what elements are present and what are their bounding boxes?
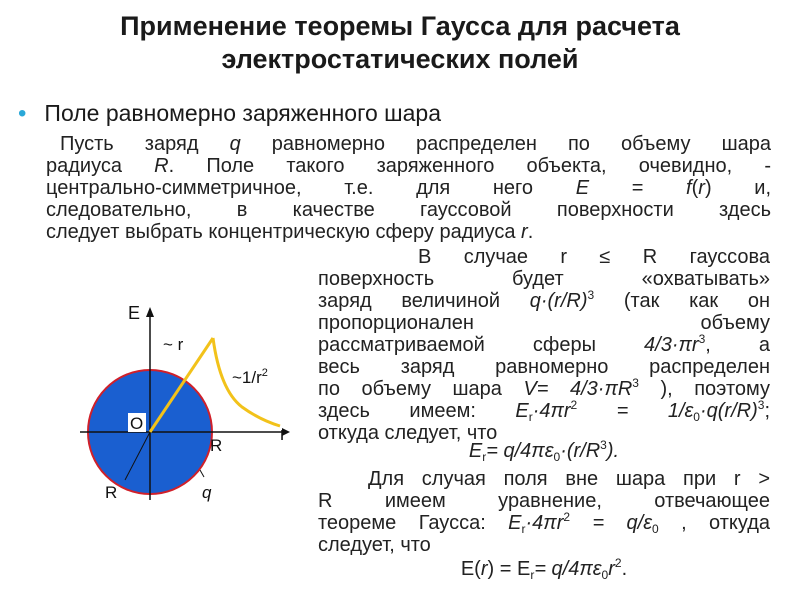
exp: 2 bbox=[614, 556, 622, 570]
case2-line-3 bbox=[318, 512, 770, 534]
sub: 0 bbox=[693, 410, 700, 424]
sub: r bbox=[521, 522, 526, 536]
formula-part: E( bbox=[460, 558, 481, 580]
text: радиуса bbox=[46, 155, 155, 177]
formula-2 bbox=[318, 558, 770, 580]
exp: 3 bbox=[757, 398, 765, 412]
text: ; bbox=[764, 400, 770, 422]
case2-line-1 bbox=[368, 468, 770, 490]
sub: 0 bbox=[601, 568, 609, 582]
formula-part: = q/ε bbox=[570, 512, 652, 534]
sub: r bbox=[530, 568, 535, 582]
formula-part: E bbox=[468, 440, 483, 462]
text: заряд величиной bbox=[318, 290, 530, 312]
case2-line-2: R имеем уравнение, отвечающее bbox=[318, 490, 770, 512]
var-r: r bbox=[521, 221, 528, 243]
exp: 3 bbox=[587, 288, 595, 302]
text: (так как он bbox=[594, 290, 770, 312]
text: равномерно распределен по объему шара bbox=[240, 133, 771, 155]
label-O: O bbox=[130, 414, 144, 433]
case2-body bbox=[318, 490, 770, 556]
formula-1 bbox=[318, 440, 770, 462]
formula-part: ·(r/R bbox=[560, 440, 601, 462]
intro-line-4: следовательно, в качестве гауссовой поверхности здесь bbox=[46, 199, 771, 221]
sub: r bbox=[482, 450, 487, 464]
case1-line-6: весь заряд равномерно распределен bbox=[318, 356, 770, 378]
case1-line-7 bbox=[318, 378, 770, 400]
label-inv-r2-exp: 2 bbox=[261, 367, 268, 379]
exp: 3 bbox=[632, 376, 639, 390]
case1-line-2: поверхность будет «охватывать» bbox=[318, 268, 770, 290]
case2-line-4: следует, что bbox=[318, 534, 431, 556]
text: . Поле такого заряженного объекта, очевидно, - bbox=[168, 155, 772, 177]
text: теореме Гаусса: bbox=[318, 512, 509, 534]
formula-part: ·4πr bbox=[525, 512, 564, 534]
formula-part: r bbox=[608, 558, 615, 580]
formula-part: = q/4πε bbox=[534, 558, 602, 580]
bullet-text: Поле равномерно заряженного шара bbox=[44, 100, 441, 126]
var-q: q bbox=[229, 133, 241, 155]
var-r: r bbox=[698, 177, 705, 199]
case1-line-1 bbox=[418, 246, 770, 268]
intro-line-3 bbox=[46, 177, 771, 199]
case1-line-5 bbox=[318, 334, 770, 356]
case1-body bbox=[318, 268, 770, 444]
formula-part: . bbox=[621, 558, 628, 580]
case1-line-3 bbox=[318, 290, 770, 312]
text: по объему шара bbox=[318, 378, 524, 400]
text: , откуда bbox=[658, 512, 770, 534]
formula-part: V= 4/3·πR bbox=[523, 378, 633, 400]
title-line-1: Применение теоремы Гаусса для расчета bbox=[120, 11, 680, 41]
case1-line-8 bbox=[318, 400, 770, 422]
title-line-2: электростатических полей bbox=[221, 44, 579, 74]
bullet-dot-icon: • bbox=[18, 100, 27, 127]
sub: r bbox=[528, 410, 533, 424]
q-pointer bbox=[200, 470, 204, 477]
formula-part: E bbox=[508, 512, 522, 534]
text: , а bbox=[705, 334, 770, 356]
formula-part: q·(r/R) bbox=[529, 290, 588, 312]
text: центрально-симметричное, т.е. для него bbox=[46, 177, 576, 199]
label-R-axis: R bbox=[210, 436, 223, 455]
label-R-radius: R bbox=[105, 483, 118, 502]
text: ( bbox=[691, 177, 699, 199]
text: . bbox=[527, 221, 534, 243]
label-prop-r: ~ r bbox=[163, 335, 184, 354]
text: = bbox=[589, 177, 687, 199]
label-inv-r2 bbox=[232, 367, 268, 387]
e-axis-arrow-icon bbox=[146, 307, 154, 317]
var-R: R bbox=[154, 155, 169, 177]
var-f: f bbox=[686, 177, 692, 199]
var-E: E bbox=[575, 177, 590, 199]
bullet-heading bbox=[18, 100, 441, 128]
exp: 2 bbox=[570, 398, 578, 412]
intro-line-5 bbox=[46, 221, 771, 243]
formula-part: r bbox=[480, 558, 488, 580]
label-q: q bbox=[202, 483, 212, 502]
text: В случае r ≤ R гауссова bbox=[418, 246, 770, 268]
label-inv-r2-text: ~1/r bbox=[232, 368, 262, 387]
formula-part: E bbox=[515, 400, 529, 422]
text: Для случая поля вне шара при r > bbox=[368, 468, 770, 490]
formula-part: 4/3·πr bbox=[644, 334, 699, 356]
text: ) и, bbox=[704, 177, 771, 199]
case1-line-9: откуда следует, что bbox=[318, 422, 498, 444]
sub: 0 bbox=[553, 450, 561, 464]
text: рассматриваемой сферы bbox=[318, 334, 645, 356]
exp: 3 bbox=[600, 438, 607, 452]
exp: 2 bbox=[563, 510, 571, 524]
formula-part: ·q(r/R) bbox=[699, 400, 758, 422]
label-r-axis: r bbox=[280, 424, 286, 444]
formula-part: = q/4πε bbox=[486, 440, 554, 462]
formula-part: ·4πr bbox=[532, 400, 571, 422]
intro-line-2 bbox=[46, 155, 771, 177]
formula-part: ) = E bbox=[487, 558, 531, 580]
intro-line-1 bbox=[60, 133, 771, 155]
label-E: E bbox=[128, 303, 141, 323]
slide-title bbox=[60, 10, 740, 76]
text: здесь имеем: bbox=[318, 400, 516, 422]
text: Пусть заряд bbox=[60, 133, 230, 155]
text: ), поэтому bbox=[638, 378, 770, 400]
formula-part: = 1/ε bbox=[577, 400, 694, 422]
formula-part: ). bbox=[606, 440, 620, 462]
exp: 3 bbox=[698, 332, 706, 346]
text: следует выбрать концентрическую сферу радиуса bbox=[46, 221, 522, 243]
sub: 0 bbox=[652, 522, 659, 536]
field-diagram bbox=[70, 295, 310, 505]
case1-line-4: пропорционален объему bbox=[318, 312, 770, 334]
